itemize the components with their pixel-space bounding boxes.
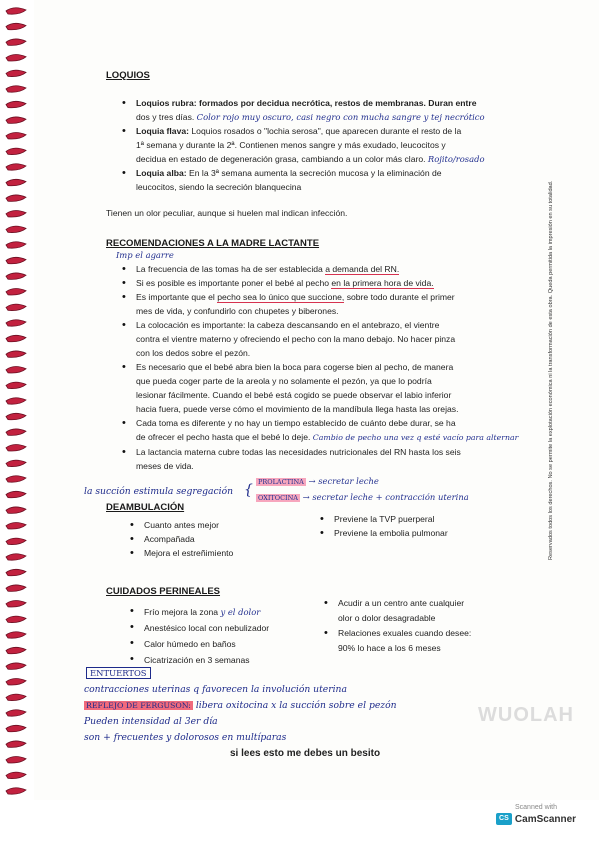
notebook-page [34, 0, 599, 800]
spiral-ring [6, 679, 26, 685]
spiral-ring [6, 710, 26, 716]
entuertos-line: son + frecuentes y dolorosos en multíparas [84, 732, 287, 743]
spiral-ring [6, 320, 26, 326]
spiral-ring [6, 242, 26, 248]
list-item: • Frío mejora la zona y el dolor [130, 604, 340, 620]
handwritten-note: Cambio de pecho una vez q esté vacío para alternar [312, 433, 519, 442]
handwritten-note: Rojito/rosado [427, 154, 485, 164]
copyright-side-text: Reservados todos los derechos. No se permite la explotación económica ni la transformación de esta obra. Queda permitida la impresión en su totalidad. [548, 180, 554, 560]
spiral-ring [6, 616, 26, 622]
spiral-ring [6, 491, 26, 497]
spiral-ring [6, 133, 26, 139]
footer-line: si lees esto me debes un besito [230, 748, 381, 759]
spiral-ring [6, 55, 26, 61]
list-item: • Anestésico local con nebulizador [130, 620, 340, 636]
spiral-ring [6, 211, 26, 217]
spiral-ring [6, 585, 26, 591]
spiral-ring [6, 413, 26, 419]
spiral-ring [6, 70, 26, 76]
list-item: • Previene la TVP puerperal [320, 512, 540, 526]
list-item: • Loquia alba: En la 3ª semana aumenta la secreción mucosa y la eliminación de [122, 166, 552, 180]
list-item: • Cada toma es diferente y no hay un tiempo establecido de cuánto debe durar, se ha [122, 416, 562, 430]
list-item: • Si es posible es importante poner el bebé al pecho en la primera hora de vida. [122, 276, 562, 290]
entuertos-line: REFLEJO DE FERGUSON: libera oxitocina x la succión sobre el pezón [86, 700, 397, 711]
spiral-ring [6, 741, 26, 747]
spiral-ring [6, 429, 26, 435]
list-item: • Cuanto antes mejor [130, 518, 330, 532]
handwritten-note-prolactina: PROLACTINA → secretar leche [258, 476, 379, 486]
spiral-ring [6, 460, 26, 466]
entuertos-line: contracciones uterinas q favorecen la involución uterina [84, 684, 347, 695]
spiral-ring [6, 351, 26, 357]
spiral-ring [6, 538, 26, 544]
spiral-ring [6, 507, 26, 513]
wuolah-watermark: WUOLAH [478, 704, 574, 726]
list-item: • Mejora el estreñimiento [130, 546, 330, 560]
list-item: • Loquia flava: Loquios rosados o "lochia serosa", que aparecen durante el resto de la [122, 124, 552, 138]
spiral-ring [6, 39, 26, 45]
camscanner-logo-icon: CS [496, 813, 512, 825]
spiral-ring [6, 86, 26, 92]
entuertos-line: Pueden intensidad al 3er día [84, 716, 218, 727]
handwritten-note-oxitocina: OXITOCINA → secretar leche + contracción uterina [258, 492, 469, 502]
handwritten-note: y el dolor [220, 607, 261, 617]
list-item: • Cicatrización en 3 semanas [130, 652, 340, 668]
spiral-ring [6, 445, 26, 451]
section-title-recomendaciones: RECOMENDACIONES A LA MADRE LACTANTE [106, 238, 320, 249]
spiral-ring [6, 788, 26, 794]
spiral-ring [6, 101, 26, 107]
deambulacion-left-list [130, 518, 330, 560]
spiral-ring [6, 117, 26, 123]
handwritten-note-succion: la succión estimula segregación [84, 486, 234, 497]
list-item: • La lactancia materna cubre todas las necesidades nutricionales del RN hasta los seis [122, 445, 562, 459]
list-item: • Es importante que el pecho sea lo único que succione, sobre todo durante el primer [122, 290, 562, 304]
handwritten-note: Color rojo muy oscuro, casi negro con mucha sangre y tej necrótico [196, 112, 485, 122]
spiral-ring [6, 23, 26, 29]
spiral-ring [6, 304, 26, 310]
list-item: • La colocación es importante: la cabeza descansando en el antebrazo, el vientre [122, 318, 562, 332]
entuertos-title: ENTUERTOS [86, 668, 151, 678]
cuidados-left-list [130, 604, 340, 668]
spiral-ring [6, 523, 26, 529]
list-item: • Es necesario que el bebé abra bien la boca para cogerse bien al pecho, de manera [122, 360, 562, 374]
cuidados-right-list: • Acudir a un centro ante cualquier olor o dolor desagradable • Relaciones exuales cuando desee: 90% lo hace a los 6 meses [324, 596, 544, 656]
spiral-ring [6, 476, 26, 482]
spiral-ring [6, 148, 26, 154]
spiral-ring [6, 725, 26, 731]
spiral-ring [6, 757, 26, 763]
list-item: • Previene la embolia pulmonar [320, 526, 540, 540]
list-item: • Acompañada [130, 532, 330, 546]
spiral-ring [6, 257, 26, 263]
section-title-cuidados: CUIDADOS PERINEALES [106, 586, 221, 597]
spiral-ring [6, 273, 26, 279]
spiral-ring [6, 195, 26, 201]
spiral-ring [6, 569, 26, 575]
spiral-ring [6, 772, 26, 778]
brace-icon: { [244, 482, 253, 498]
spiral-ring [6, 382, 26, 388]
spiral-ring [6, 694, 26, 700]
spiral-ring [6, 647, 26, 653]
section-title-loquios: LOQUIOS [106, 70, 150, 81]
list-item: • Calor húmedo en baños [130, 636, 340, 652]
list-item: • Loquios rubra: formados por decidua necrótica, restos de membranas. Duran entre [122, 96, 552, 110]
loquios-footer: Tienen un olor peculiar, aunque si huelen mal indican infección. [106, 208, 348, 218]
spiral-ring [6, 663, 26, 669]
list-item: • La frecuencia de las tomas ha de ser establecida a demanda del RN. [122, 262, 562, 276]
spiral-ring [6, 289, 26, 295]
recomendaciones-list: • La frecuencia de las tomas ha de ser establecida a demanda del RN. • Si es posible es importante poner el bebé al pecho en la primera hora de vida. • Es importante que el pecho sea lo único que succione, sobre todo durante el primer mes de vida, y confundirlo con chupetes y biberones. • La colocación es importante: la cabeza descansando en el antebrazo, el vientre contra el vientre materno y ofreciendo el pecho con la mano debajo. No hacer pinza con los dedos sobre el pezón. • Es necesario que el bebé abra bien la boca para cogerse bien al pecho, de manera que pueda coger parte de la areola y no solamente el pezón, ya que lo podría lesionar fácilmente. Cuando el bebé está cogido se puede observar el labio inferior hacia fuera, puede verse cómo el movimiento de la mandíbula llega hasta las orejas. • Cada toma es diferente y no hay un tiempo establecido de cuánto debe durar, se ha de ofrecer el pecho hasta que el bebé lo deje. Cambio de pecho una vez q esté vacío para alternar • La lactancia materna cubre todas las necesidades nutricionales del RN hasta los seis meses de vida. [122, 262, 562, 473]
handwritten-note: Imp el agarre [116, 250, 174, 260]
deambulacion-right-list [320, 512, 540, 540]
spiral-ring [6, 554, 26, 560]
list-item: • Relaciones exuales cuando desee: [324, 626, 544, 641]
section-title-deambulacion: DEAMBULACIÓN [106, 502, 185, 513]
spiral-ring [6, 367, 26, 373]
spiral-ring [6, 601, 26, 607]
spiral-binding [0, 0, 32, 848]
spiral-ring [6, 398, 26, 404]
spiral-ring [6, 335, 26, 341]
spiral-ring [6, 226, 26, 232]
spiral-ring [6, 632, 26, 638]
spiral-ring [6, 8, 26, 14]
spiral-ring [6, 164, 26, 170]
loquios-list: • Loquios rubra: formados por decidua necrótica, restos de membranas. Duran entre dos y tres días. Color rojo muy oscuro, casi negro con mucha sangre y tej necrótico • Loquia flava: Loquios rosados o "lochia serosa", que aparecen durante el resto de la 1ª semana y durante la 2ª. Contienen menos sangre y más exudado, leucocitos y decidua en estado de degeneración grasa, cambiando a un color más claro. Rojito/rosado • Loquia alba: En la 3ª semana aumenta la secreción mucosa y la eliminación de leucocitos, siendo la secreción blanquecina [122, 96, 552, 194]
camscanner-badge: Scanned with CS CamScanner [486, 804, 586, 825]
list-item: • Acudir a un centro ante cualquier [324, 596, 544, 611]
spiral-ring [6, 179, 26, 185]
